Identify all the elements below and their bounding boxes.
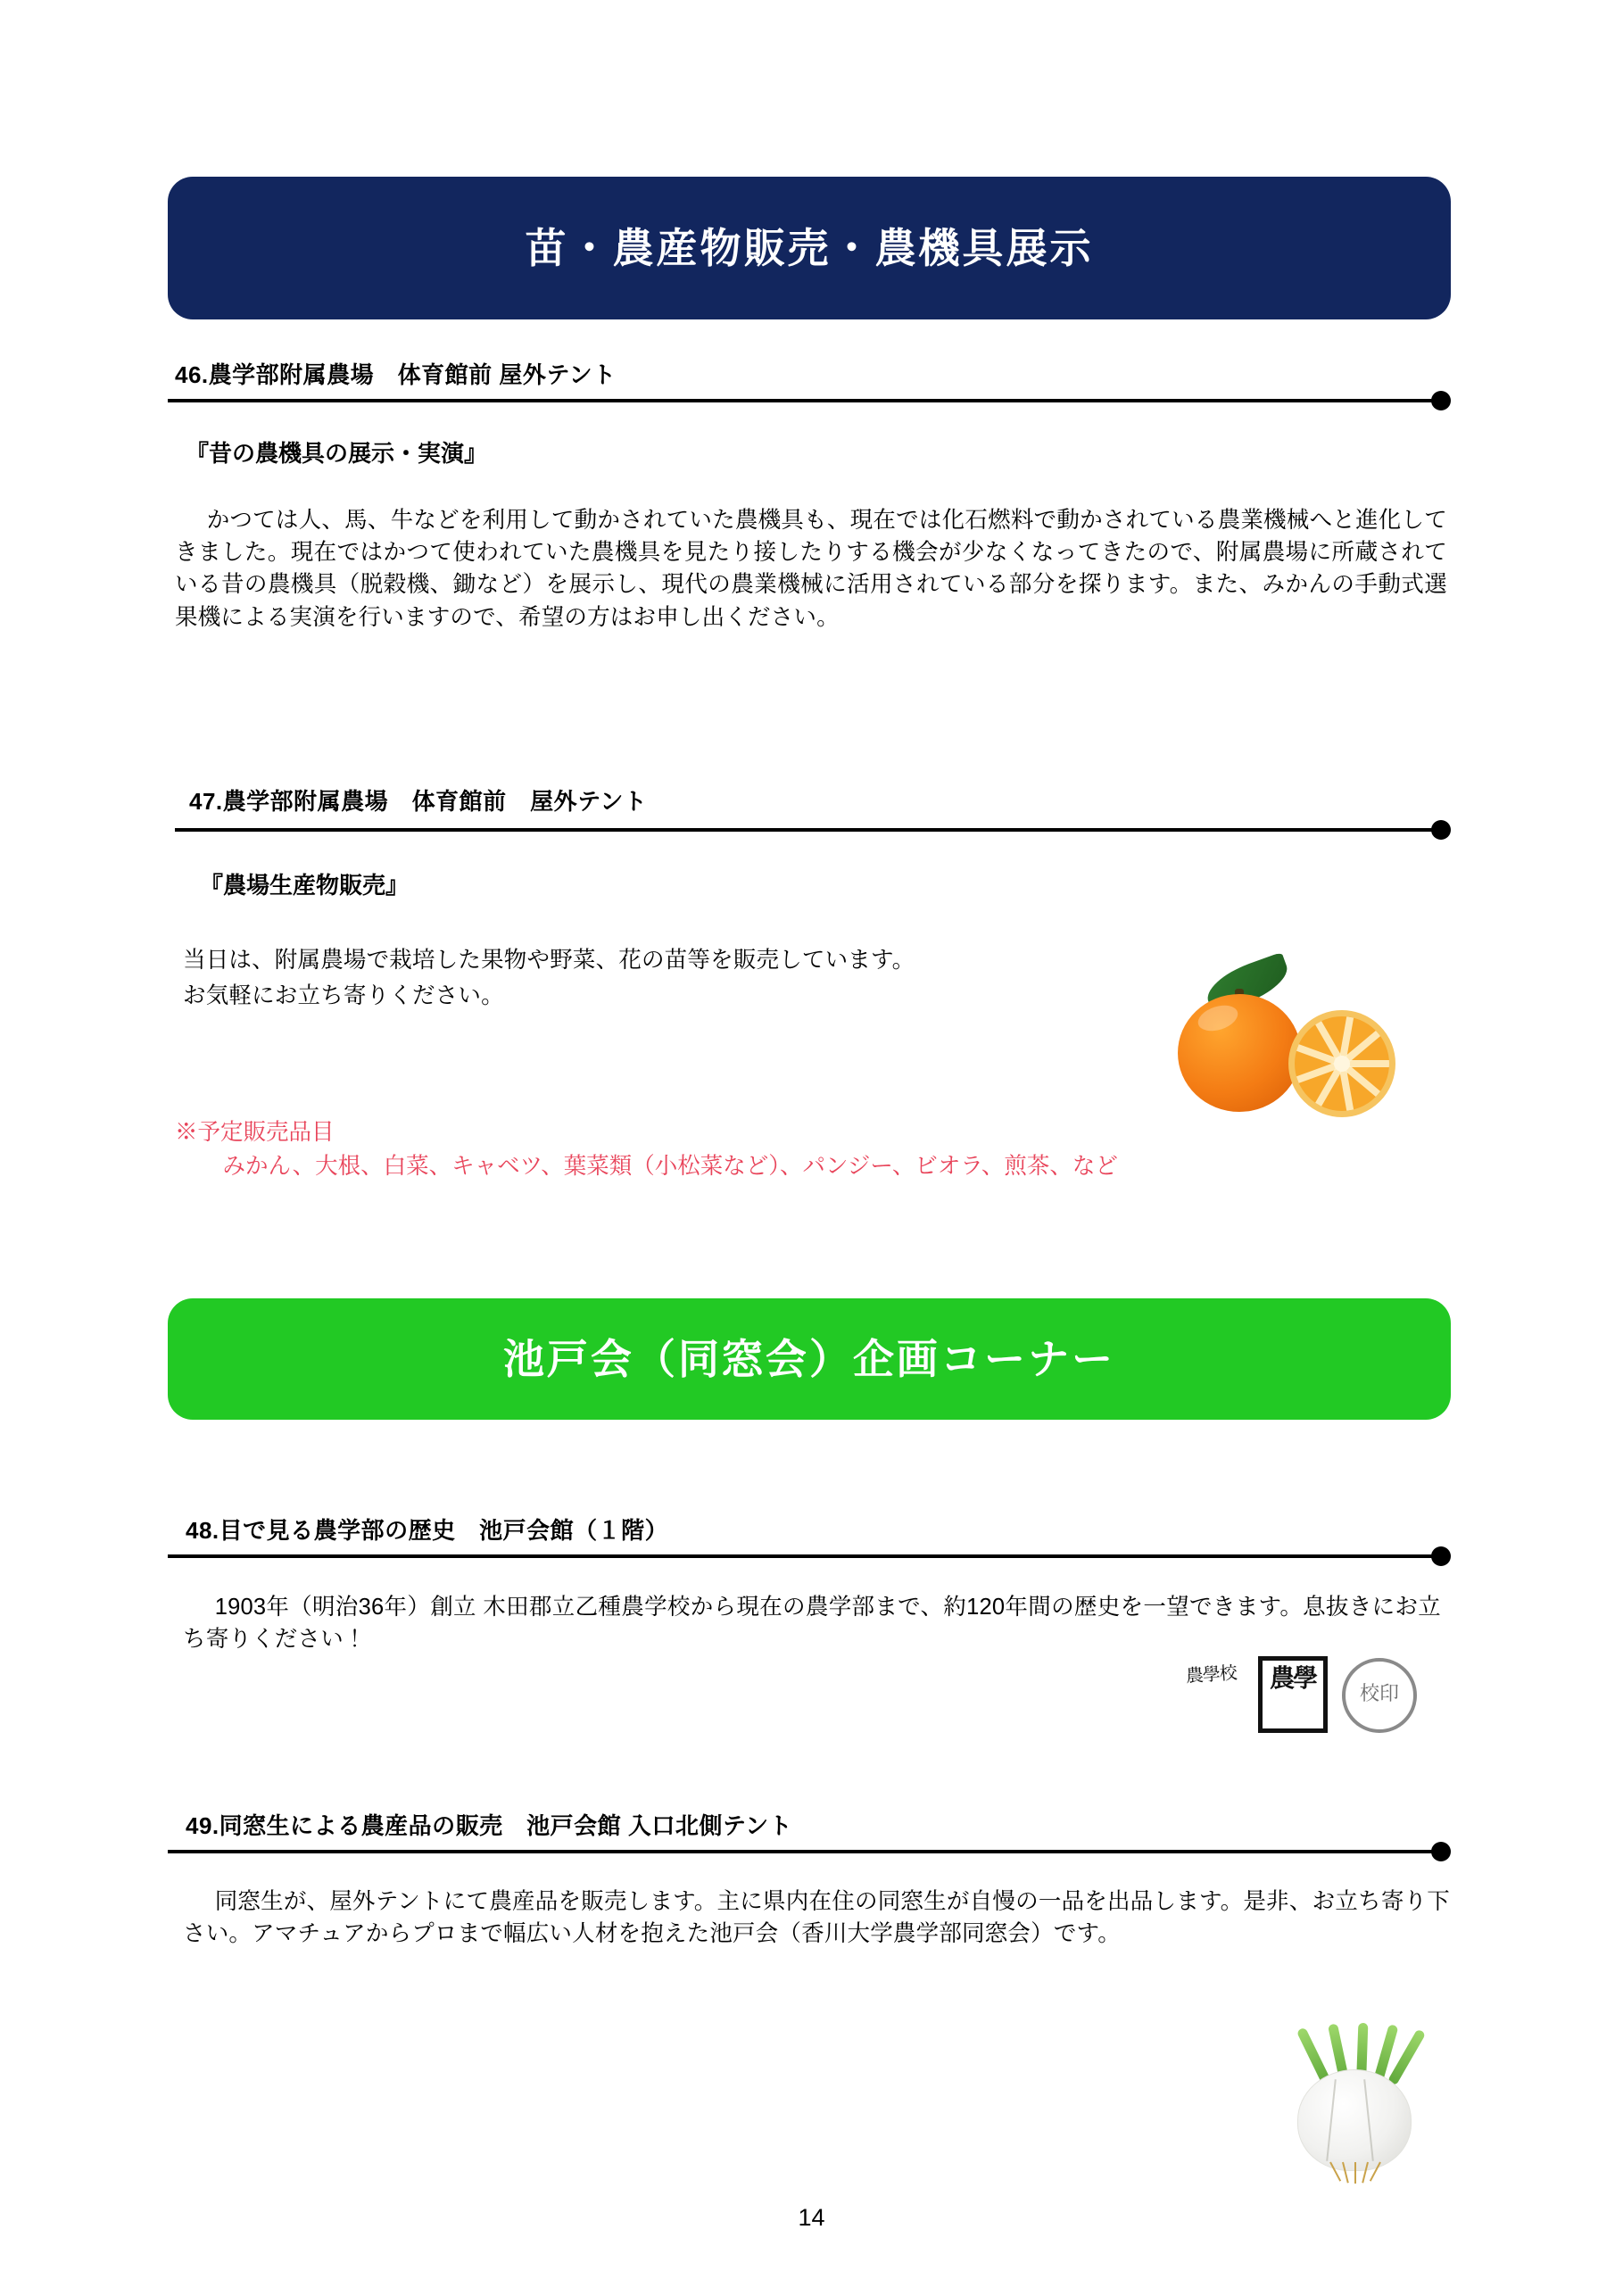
divider-47 bbox=[175, 828, 1444, 832]
sales-items-note bbox=[175, 1115, 1451, 1184]
item-subtitle-46: 『昔の農機具の展示・実演』 bbox=[186, 440, 488, 467]
item-subtitle-47: 『農場生産物販売』 bbox=[200, 872, 410, 899]
item-heading-47: 47.農学部附属農場 体育館前 屋外テント bbox=[189, 788, 648, 815]
page-number: 14 bbox=[798, 2204, 825, 2231]
divider-end-dot-icon bbox=[1431, 391, 1451, 410]
mandarin-orange-illustration bbox=[1171, 962, 1438, 1123]
divider-49 bbox=[168, 1850, 1444, 1853]
item-body-49: 同窓生が、屋外テントにて農産品を販売します。主に県内在住の同窓生が自慢の一品を出品します。是非、お立ち寄り下さい。アマチュアからプロまで幅広い人材を抱えた池戸会（香川大学農学部同窓会）です。 bbox=[183, 1889, 1450, 1947]
section-banner-title: 池戸会（同窓会）企画コーナー bbox=[503, 1335, 1115, 1382]
sales-items-note-line2: みかん、大根、白菜、キャベツ、葉菜類（小松菜など）、パンジー、ビオラ、煎茶、など bbox=[222, 1154, 1118, 1180]
seal-stamp-3: 校印 bbox=[1342, 1658, 1417, 1733]
item-heading-46: 46.農学部附属農場 体育館前 屋外テント bbox=[175, 361, 617, 388]
divider-46 bbox=[168, 399, 1444, 402]
divider-48 bbox=[168, 1554, 1444, 1558]
divider-end-dot-icon bbox=[1431, 1546, 1451, 1566]
item-heading-49: 49.同窓生による農産品の販売 池戸会館 入口北側テント bbox=[186, 1812, 793, 1839]
half-orange-shape bbox=[1288, 1010, 1395, 1117]
whole-orange-shape bbox=[1178, 994, 1301, 1112]
onion-roots-shape bbox=[1326, 2162, 1388, 2185]
item-heading-48: 48.目で見る農学部の歴史 池戸会館（１階） bbox=[186, 1517, 669, 1544]
item-body-46: かつては人、馬、牛などを利用して動かされていた農機具も、現在では化石燃料で動かされている農業機械へと進化してきました。現在ではかつて使われていた農機具を見たり接したりする機会が少なくなってきたので、附属農場に所蔵されている昔の農機具（脱穀機、鋤など）を展示し、現代の農業機械に活用されている部分を探ります。また、みかんの手動式選果機による実演を行いますので、希望の方はお申し出ください。 bbox=[175, 508, 1447, 630]
divider-end-dot-icon bbox=[1431, 1842, 1451, 1861]
onion-bulb-shape bbox=[1297, 2069, 1412, 2171]
seal-stamp-1: 農學校 bbox=[1184, 1662, 1238, 1687]
section-banner-nursery-sales bbox=[168, 177, 1451, 319]
item-body-47-line2: お気軽にお立ち寄りください。 bbox=[183, 983, 504, 1008]
seal-stamp-2: 農學 bbox=[1258, 1656, 1328, 1733]
historic-seals-illustration bbox=[1180, 1653, 1420, 1742]
section-banner-ikenokai-corner bbox=[168, 1298, 1451, 1420]
item-body-47-line1: 当日は、附属農場で栽培した果物や野菜、花の苗等を販売しています。 bbox=[183, 948, 915, 973]
section-banner-title: 苗・農産物販売・農機具展示 bbox=[525, 224, 1094, 271]
sales-items-note-line1: ※予定販売品目 bbox=[175, 1120, 335, 1145]
item-body-48: 1903年（明治36年）創立 木田郡立乙種農学校から現在の農学部まで、約120年間の歴史を一望できます。息抜きにお立ち寄りください！ bbox=[183, 1595, 1441, 1653]
divider-end-dot-icon bbox=[1431, 820, 1451, 840]
onion-illustration bbox=[1271, 2021, 1449, 2182]
